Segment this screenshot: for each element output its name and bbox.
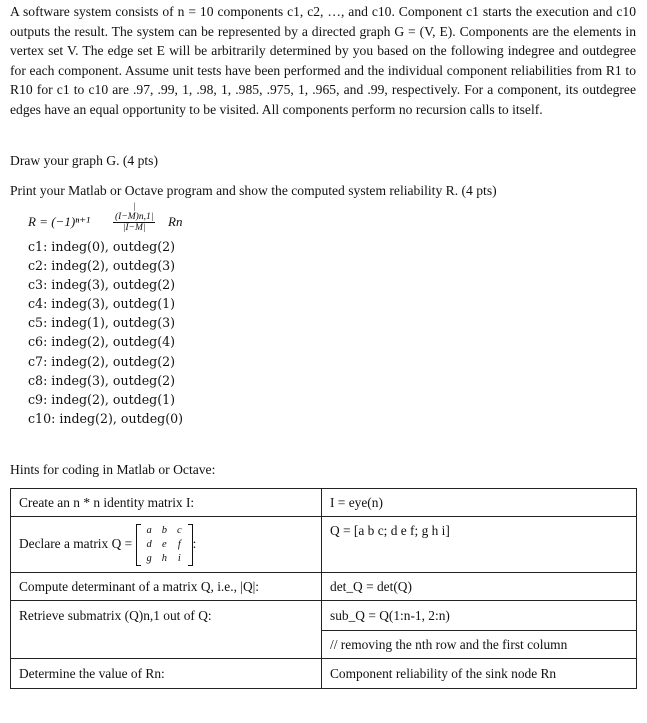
- table-row: [11, 573, 637, 601]
- list-item: c8: indeg(3), outdeg(2): [28, 372, 176, 388]
- hints-title: Hints for coding in Matlab or Octave:: [10, 462, 216, 477]
- hint-code: sub_Q = Q(1:n-1, 2:n): [322, 601, 637, 631]
- formula-numerator: |(I−M)n,1|: [115, 202, 154, 222]
- matrix-cell: h: [161, 552, 167, 564]
- table-row: [11, 601, 637, 631]
- matrix-cell: a: [146, 524, 152, 536]
- hint-task: Create an n * n identity matrix I:: [11, 489, 322, 517]
- hint-code: Q = [a b c; d e f; g h i]: [322, 517, 637, 573]
- formula-denominator: |I−M|: [122, 223, 146, 233]
- hint-code: I = eye(n): [322, 489, 637, 517]
- list-item: c7: indeg(2), outdeg(2): [28, 353, 176, 369]
- hint-task: Determine the value of Rn:: [11, 659, 322, 689]
- hint-code: // removing the nth row and the first column: [322, 631, 637, 659]
- list-item: c9: indeg(2), outdeg(1): [28, 391, 176, 407]
- matrix-cell: b: [161, 524, 167, 536]
- hint-task: [11, 631, 322, 659]
- matrix-cell: f: [177, 538, 181, 550]
- formula-fraction: [113, 202, 155, 233]
- matrix-cell: i: [177, 552, 181, 564]
- list-item: c3: indeg(3), outdeg(2): [28, 277, 176, 293]
- formula-rn: Rn: [168, 214, 183, 229]
- table-row: [11, 517, 637, 573]
- hint-task: Compute determinant of a matrix Q, i.e., |Q|:: [11, 573, 322, 601]
- hint-code: det_Q = det(Q): [322, 573, 637, 601]
- hints-table: [10, 488, 637, 689]
- hint-task: [11, 517, 322, 573]
- list-item: c10: indeg(2), outdeg(0): [28, 410, 184, 426]
- matrix-cell: g: [146, 552, 152, 564]
- hint-task-suffix: :: [192, 535, 197, 551]
- matrix-cell: d: [146, 538, 152, 550]
- problem-statement: A software system consists of n = 10 components c1, c2, …, and c10. Component c1 starts the execution and c10 outputs the result. The system can be represented by a directed graph G = (V, E). Components are the elements in vertex set V. The edge set E will be arbitrarily determined by you based on the following indegree and outdegree for each component. Assume unit tests have been performed and the individual component reliabilities from R1 to R10 for c1 to c10 are .97, .99, 1, .98, 1, .985, .975, 1, .965, and .99, respectively. For a component, its outdegree edges have an equal opportunity to be visited. All components perform no recursion calls to itself.: [10, 4, 636, 117]
- table-row: [11, 631, 637, 659]
- list-item: c5: indeg(1), outdeg(3): [28, 315, 176, 331]
- formula-lhs: R = (−1)ⁿ⁺¹: [28, 214, 90, 229]
- list-item: c4: indeg(3), outdeg(1): [28, 296, 176, 312]
- matrix-cell: c: [177, 524, 182, 536]
- table-row: [11, 659, 637, 689]
- task-print-program: Print your Matlab or Octave program and show the computed system reliability R. (4 pts): [10, 183, 497, 198]
- hint-task: Retrieve submatrix (Q)n,1 out of Q:: [11, 601, 322, 631]
- hint-code: Component reliability of the sink node Rn: [322, 659, 637, 689]
- list-item: c1: indeg(0), outdeg(2): [28, 239, 176, 254]
- component-degree-list: [28, 237, 183, 428]
- table-row: [11, 489, 637, 517]
- matrix-q: [136, 524, 193, 566]
- task-draw-graph: Draw your graph G. (4 pts): [10, 153, 158, 168]
- list-item: c6: indeg(2), outdeg(4): [28, 334, 176, 350]
- hint-task-prefix: Declare a matrix Q =: [19, 535, 133, 551]
- list-item: c2: indeg(2), outdeg(3): [28, 258, 176, 274]
- matrix-cell: e: [162, 538, 167, 550]
